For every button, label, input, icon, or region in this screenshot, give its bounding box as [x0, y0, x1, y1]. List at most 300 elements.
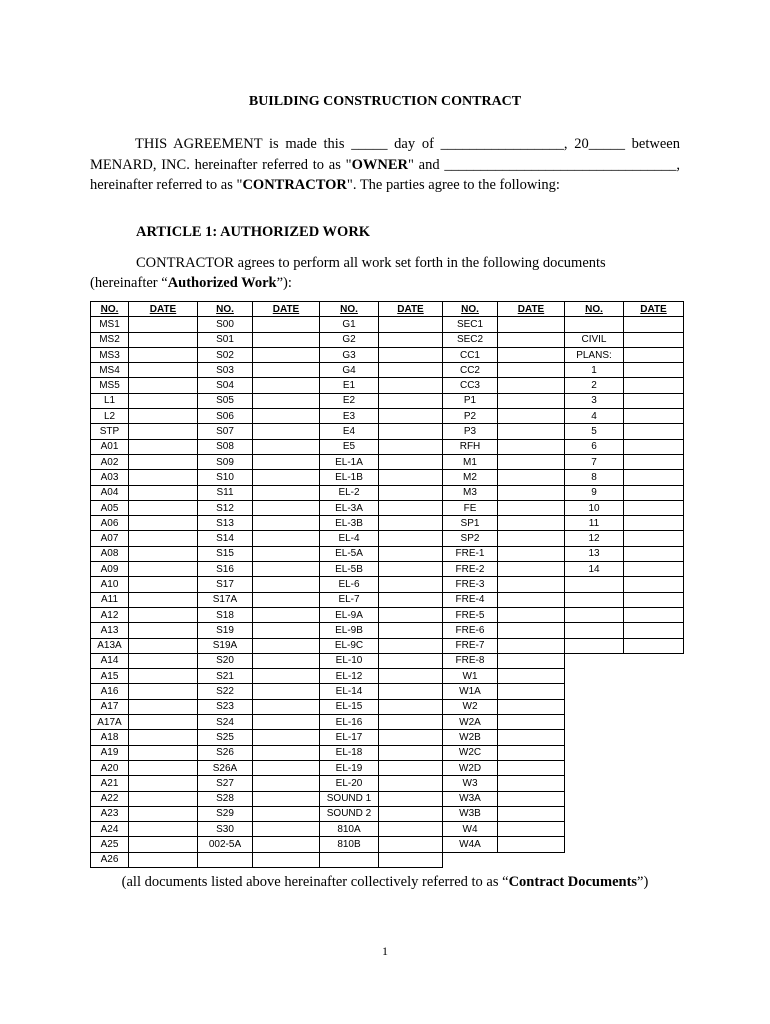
document-date-cell: [379, 317, 443, 332]
document-number-cell: EL-5B: [320, 562, 379, 577]
document-number-cell: SP2: [443, 531, 498, 546]
table-row: [91, 500, 684, 515]
document-date-cell: [379, 332, 443, 347]
table-row: [91, 715, 684, 730]
document-date-cell: [379, 653, 443, 668]
document-number-cell: EL-17: [320, 730, 379, 745]
intro-text-2: " and ________________________________, hereinafter referred to as ": [90, 156, 680, 193]
document-number-cell: S10: [198, 470, 253, 485]
document-number-cell: 2: [565, 378, 624, 393]
document-number-cell: CC1: [443, 347, 498, 362]
document-date-cell: [624, 638, 684, 653]
document-date-cell: [129, 454, 198, 469]
document-number-cell: E5: [320, 439, 379, 454]
document-date-cell: [498, 730, 565, 745]
document-number-cell: 810A: [320, 822, 379, 837]
table-row: [91, 562, 684, 577]
document-number-cell: A26: [91, 852, 129, 867]
document-number-cell: A21: [91, 776, 129, 791]
table-row: [91, 852, 684, 867]
document-date-cell: [624, 623, 684, 638]
table-row: [91, 837, 684, 852]
empty-cell: [565, 653, 624, 668]
document-date-cell: [379, 837, 443, 852]
document-number-cell: CC2: [443, 363, 498, 378]
header-date: DATE: [253, 302, 320, 317]
document-date-cell: [253, 623, 320, 638]
document-number-cell: MS2: [91, 332, 129, 347]
footer-suffix: ”): [637, 874, 649, 890]
document-number-cell: FE: [443, 500, 498, 515]
document-date-cell: [253, 531, 320, 546]
document-date-cell: [253, 776, 320, 791]
empty-cell: [565, 852, 624, 867]
document-date-cell: [379, 424, 443, 439]
document-number-cell: SP1: [443, 516, 498, 531]
document-date-cell: [129, 684, 198, 699]
document-number-cell: EL-4: [320, 531, 379, 546]
document-date-cell: [498, 439, 565, 454]
document-number-cell: A13: [91, 623, 129, 638]
table-row: [91, 516, 684, 531]
document-number-cell: A05: [91, 500, 129, 515]
document-date-cell: [129, 347, 198, 362]
document-number-cell: A09: [91, 562, 129, 577]
document-number-cell: A16: [91, 684, 129, 699]
table-row: [91, 607, 684, 622]
document-number-cell: P2: [443, 409, 498, 424]
document-date-cell: [253, 470, 320, 485]
document-number-cell: 002-5A: [198, 837, 253, 852]
document-number-cell: S30: [198, 822, 253, 837]
document-number-cell: A14: [91, 653, 129, 668]
document-number-cell: MS5: [91, 378, 129, 393]
table-row: [91, 653, 684, 668]
document-number-cell: EL-1A: [320, 454, 379, 469]
document-number-cell: CC3: [443, 378, 498, 393]
document-number-cell: S20: [198, 653, 253, 668]
document-date-cell: [498, 592, 565, 607]
table-row: [91, 347, 684, 362]
document-number-cell: A22: [91, 791, 129, 806]
document-date-cell: [129, 363, 198, 378]
document-date-cell: [129, 822, 198, 837]
table-row: [91, 822, 684, 837]
document-date-cell: [253, 393, 320, 408]
document-date-cell: [379, 745, 443, 760]
document-date-cell: [129, 806, 198, 821]
document-number-cell: A20: [91, 760, 129, 775]
document-number-cell: W2C: [443, 745, 498, 760]
document-number-cell: A11: [91, 592, 129, 607]
document-number-cell: MS3: [91, 347, 129, 362]
document-number-cell: 3: [565, 393, 624, 408]
footer-prefix: (all documents listed above hereinafter collectively referred to as “: [121, 874, 509, 890]
document-number-cell: MS1: [91, 317, 129, 332]
article-1-heading: ARTICLE 1: AUTHORIZED WORK: [136, 224, 371, 240]
document-date-cell: [253, 730, 320, 745]
document-number-cell: W2B: [443, 730, 498, 745]
document-number-cell: EL-9C: [320, 638, 379, 653]
document-date-cell: [498, 684, 565, 699]
document-date-cell: [129, 623, 198, 638]
document-date-cell: [624, 562, 684, 577]
document-date-cell: [129, 317, 198, 332]
table-row: [91, 760, 684, 775]
document-number-cell: EL-5A: [320, 546, 379, 561]
document-date-cell: [253, 409, 320, 424]
document-number-cell: W1: [443, 669, 498, 684]
document-number-cell: E2: [320, 393, 379, 408]
document-date-cell: [624, 347, 684, 362]
header-no: NO.: [565, 302, 624, 317]
document-date-cell: [498, 531, 565, 546]
table-row: [91, 806, 684, 821]
document-date-cell: [498, 454, 565, 469]
document-number-cell: EL-18: [320, 745, 379, 760]
document-date-cell: [253, 500, 320, 515]
table-row: [91, 409, 684, 424]
document-date-cell: [379, 562, 443, 577]
document-date-cell: [379, 638, 443, 653]
table-row: [91, 393, 684, 408]
document-number-cell: FRE-6: [443, 623, 498, 638]
document-number-cell: EL-10: [320, 653, 379, 668]
empty-cell: [624, 760, 684, 775]
document-number-cell: [565, 592, 624, 607]
document-date-cell: [379, 760, 443, 775]
document-number-cell: 6: [565, 439, 624, 454]
table-row: [91, 546, 684, 561]
document-date-cell: [129, 776, 198, 791]
document-date-cell: [253, 439, 320, 454]
document-date-cell: [498, 516, 565, 531]
document-date-cell: [624, 592, 684, 607]
document-date-cell: [253, 791, 320, 806]
header-date: DATE: [129, 302, 198, 317]
table-row: [91, 470, 684, 485]
document-number-cell: S11: [198, 485, 253, 500]
document-number-cell: 5: [565, 424, 624, 439]
empty-cell: [565, 730, 624, 745]
document-number-cell: 13: [565, 546, 624, 561]
document-number-cell: S14: [198, 531, 253, 546]
document-date-cell: [498, 760, 565, 775]
table-row: [91, 776, 684, 791]
document-date-cell: [379, 684, 443, 699]
document-date-cell: [253, 669, 320, 684]
document-date-cell: [379, 623, 443, 638]
document-number-cell: S07: [198, 424, 253, 439]
empty-cell: [565, 699, 624, 714]
empty-cell: [624, 653, 684, 668]
empty-cell: [624, 715, 684, 730]
document-date-cell: [129, 745, 198, 760]
table-row: [91, 730, 684, 745]
empty-cell: [624, 852, 684, 867]
document-number-cell: EL-15: [320, 699, 379, 714]
empty-cell: [624, 684, 684, 699]
table-row: [91, 424, 684, 439]
document-number-cell: EL-1B: [320, 470, 379, 485]
document-date-cell: [129, 562, 198, 577]
document-date-cell: [129, 852, 198, 867]
document-date-cell: [129, 409, 198, 424]
document-date-cell: [379, 699, 443, 714]
document-number-cell: S17: [198, 577, 253, 592]
document-number-cell: M1: [443, 454, 498, 469]
document-number-cell: A13A: [91, 638, 129, 653]
empty-cell: [565, 837, 624, 852]
intro-text-3: ". The parties agree to the following:: [346, 177, 560, 193]
document-date-cell: [624, 332, 684, 347]
document-date-cell: [253, 760, 320, 775]
document-date-cell: [379, 822, 443, 837]
table-row: [91, 745, 684, 760]
document-number-cell: PLANS:: [565, 347, 624, 362]
document-number-cell: RFH: [443, 439, 498, 454]
document-date-cell: [253, 347, 320, 362]
document-number-cell: 11: [565, 516, 624, 531]
document-date-cell: [253, 378, 320, 393]
document-date-cell: [498, 577, 565, 592]
document-date-cell: [498, 638, 565, 653]
document-number-cell: FRE-8: [443, 653, 498, 668]
document-number-cell: EL-9B: [320, 623, 379, 638]
empty-cell: [624, 791, 684, 806]
article-1-line-2-suffix: ”):: [276, 275, 292, 291]
document-date-cell: [498, 822, 565, 837]
header-no: NO.: [198, 302, 253, 317]
document-date-cell: [253, 715, 320, 730]
table-row: [91, 623, 684, 638]
document-number-cell: S26: [198, 745, 253, 760]
document-date-cell: [379, 776, 443, 791]
document-date-cell: [498, 776, 565, 791]
header-no: NO.: [320, 302, 379, 317]
header-no: NO.: [91, 302, 129, 317]
empty-cell: [624, 806, 684, 821]
document-number-cell: A17A: [91, 715, 129, 730]
document-date-cell: [129, 837, 198, 852]
document-number-cell: W2D: [443, 760, 498, 775]
document-date-cell: [498, 699, 565, 714]
document-date-cell: [253, 332, 320, 347]
document-date-cell: [129, 378, 198, 393]
document-number-cell: A01: [91, 439, 129, 454]
document-number-cell: W2A: [443, 715, 498, 730]
document-date-cell: [624, 607, 684, 622]
table-row: [91, 317, 684, 332]
document-date-cell: [253, 699, 320, 714]
empty-cell: [624, 730, 684, 745]
document-date-cell: [253, 363, 320, 378]
document-number-cell: P3: [443, 424, 498, 439]
document-number-cell: S02: [198, 347, 253, 362]
document-date-cell: [498, 669, 565, 684]
document-number-cell: A23: [91, 806, 129, 821]
documents-table: [90, 301, 684, 868]
document-number-cell: 4: [565, 409, 624, 424]
document-date-cell: [624, 485, 684, 500]
document-number-cell: [565, 623, 624, 638]
document-date-cell: [379, 347, 443, 362]
document-date-cell: [624, 516, 684, 531]
header-no: NO.: [443, 302, 498, 317]
table-row: [91, 439, 684, 454]
document-number-cell: MS4: [91, 363, 129, 378]
table-header-row: [91, 302, 684, 317]
document-date-cell: [129, 332, 198, 347]
document-date-cell: [253, 806, 320, 821]
document-date-cell: [253, 592, 320, 607]
document-number-cell: S09: [198, 454, 253, 469]
document-number-cell: [198, 852, 253, 867]
document-number-cell: S13: [198, 516, 253, 531]
document-number-cell: A06: [91, 516, 129, 531]
document-number-cell: S00: [198, 317, 253, 332]
document-number-cell: [565, 577, 624, 592]
document-date-cell: [129, 699, 198, 714]
document-date-cell: [379, 791, 443, 806]
empty-cell: [624, 745, 684, 760]
contractor-term: CONTRACTOR: [242, 177, 347, 193]
document-date-cell: [379, 852, 443, 867]
document-number-cell: CIVIL: [565, 332, 624, 347]
empty-cell: [565, 791, 624, 806]
document-number-cell: W3: [443, 776, 498, 791]
document-date-cell: [624, 454, 684, 469]
document-date-cell: [498, 546, 565, 561]
document-date-cell: [129, 715, 198, 730]
document-date-cell: [253, 454, 320, 469]
document-number-cell: SOUND 2: [320, 806, 379, 821]
document-date-cell: [624, 546, 684, 561]
document-number-cell: S05: [198, 393, 253, 408]
document-date-cell: [498, 485, 565, 500]
document-number-cell: 12: [565, 531, 624, 546]
document-number-cell: G2: [320, 332, 379, 347]
document-number-cell: E1: [320, 378, 379, 393]
document-number-cell: S15: [198, 546, 253, 561]
document-number-cell: A17: [91, 699, 129, 714]
document-number-cell: EL-3B: [320, 516, 379, 531]
document-number-cell: A02: [91, 454, 129, 469]
empty-cell: [565, 684, 624, 699]
document-number-cell: 1: [565, 363, 624, 378]
document-date-cell: [379, 363, 443, 378]
document-date-cell: [379, 439, 443, 454]
contract-documents-note: [0, 874, 770, 891]
document-date-cell: [379, 730, 443, 745]
document-date-cell: [253, 516, 320, 531]
document-date-cell: [129, 393, 198, 408]
document-date-cell: [498, 623, 565, 638]
document-date-cell: [253, 317, 320, 332]
table-row: [91, 669, 684, 684]
document-number-cell: E3: [320, 409, 379, 424]
empty-cell: [565, 715, 624, 730]
document-number-cell: S19A: [198, 638, 253, 653]
document-number-cell: A15: [91, 669, 129, 684]
header-date: DATE: [624, 302, 684, 317]
document-date-cell: [379, 393, 443, 408]
document-date-cell: [498, 715, 565, 730]
document-date-cell: [129, 546, 198, 561]
document-number-cell: EL-19: [320, 760, 379, 775]
document-date-cell: [379, 806, 443, 821]
document-date-cell: [624, 424, 684, 439]
document-number-cell: A18: [91, 730, 129, 745]
document-date-cell: [253, 562, 320, 577]
article-1-text: [90, 253, 680, 293]
document-number-cell: EL-20: [320, 776, 379, 791]
document-date-cell: [129, 500, 198, 515]
document-date-cell: [379, 485, 443, 500]
document-date-cell: [624, 500, 684, 515]
table-row: [91, 699, 684, 714]
document-number-cell: M3: [443, 485, 498, 500]
empty-cell: [624, 822, 684, 837]
document-date-cell: [253, 577, 320, 592]
document-date-cell: [624, 577, 684, 592]
empty-cell: [498, 852, 565, 867]
document-date-cell: [624, 363, 684, 378]
document-number-cell: A03: [91, 470, 129, 485]
document-date-cell: [624, 317, 684, 332]
document-date-cell: [624, 393, 684, 408]
table-row: [91, 531, 684, 546]
table-row: [91, 332, 684, 347]
document-date-cell: [379, 607, 443, 622]
document-number-cell: G4: [320, 363, 379, 378]
document-date-cell: [253, 546, 320, 561]
table-row: [91, 791, 684, 806]
document-date-cell: [253, 424, 320, 439]
document-date-cell: [498, 837, 565, 852]
document-date-cell: [498, 378, 565, 393]
table-row: [91, 684, 684, 699]
document-date-cell: [253, 607, 320, 622]
document-number-cell: FRE-7: [443, 638, 498, 653]
document-number-cell: A08: [91, 546, 129, 561]
document-number-cell: EL-9A: [320, 607, 379, 622]
document-number-cell: 8: [565, 470, 624, 485]
empty-cell: [443, 852, 498, 867]
document-date-cell: [129, 653, 198, 668]
document-number-cell: A25: [91, 837, 129, 852]
document-number-cell: A07: [91, 531, 129, 546]
contract-documents-term: Contract Documents: [508, 874, 638, 890]
document-date-cell: [379, 531, 443, 546]
table-row: [91, 485, 684, 500]
empty-cell: [565, 669, 624, 684]
document-date-cell: [498, 562, 565, 577]
authorized-work-term: Authorized Work: [167, 275, 277, 291]
document-date-cell: [624, 409, 684, 424]
document-number-cell: FRE-1: [443, 546, 498, 561]
document-title: BUILDING CONSTRUCTION CONTRACT: [248, 94, 522, 109]
document-date-cell: [129, 424, 198, 439]
document-number-cell: A04: [91, 485, 129, 500]
document-date-cell: [379, 470, 443, 485]
document-number-cell: 10: [565, 500, 624, 515]
document-date-cell: [624, 439, 684, 454]
document-number-cell: EL-16: [320, 715, 379, 730]
document-date-cell: [498, 332, 565, 347]
header-date: DATE: [379, 302, 443, 317]
document-date-cell: [379, 500, 443, 515]
